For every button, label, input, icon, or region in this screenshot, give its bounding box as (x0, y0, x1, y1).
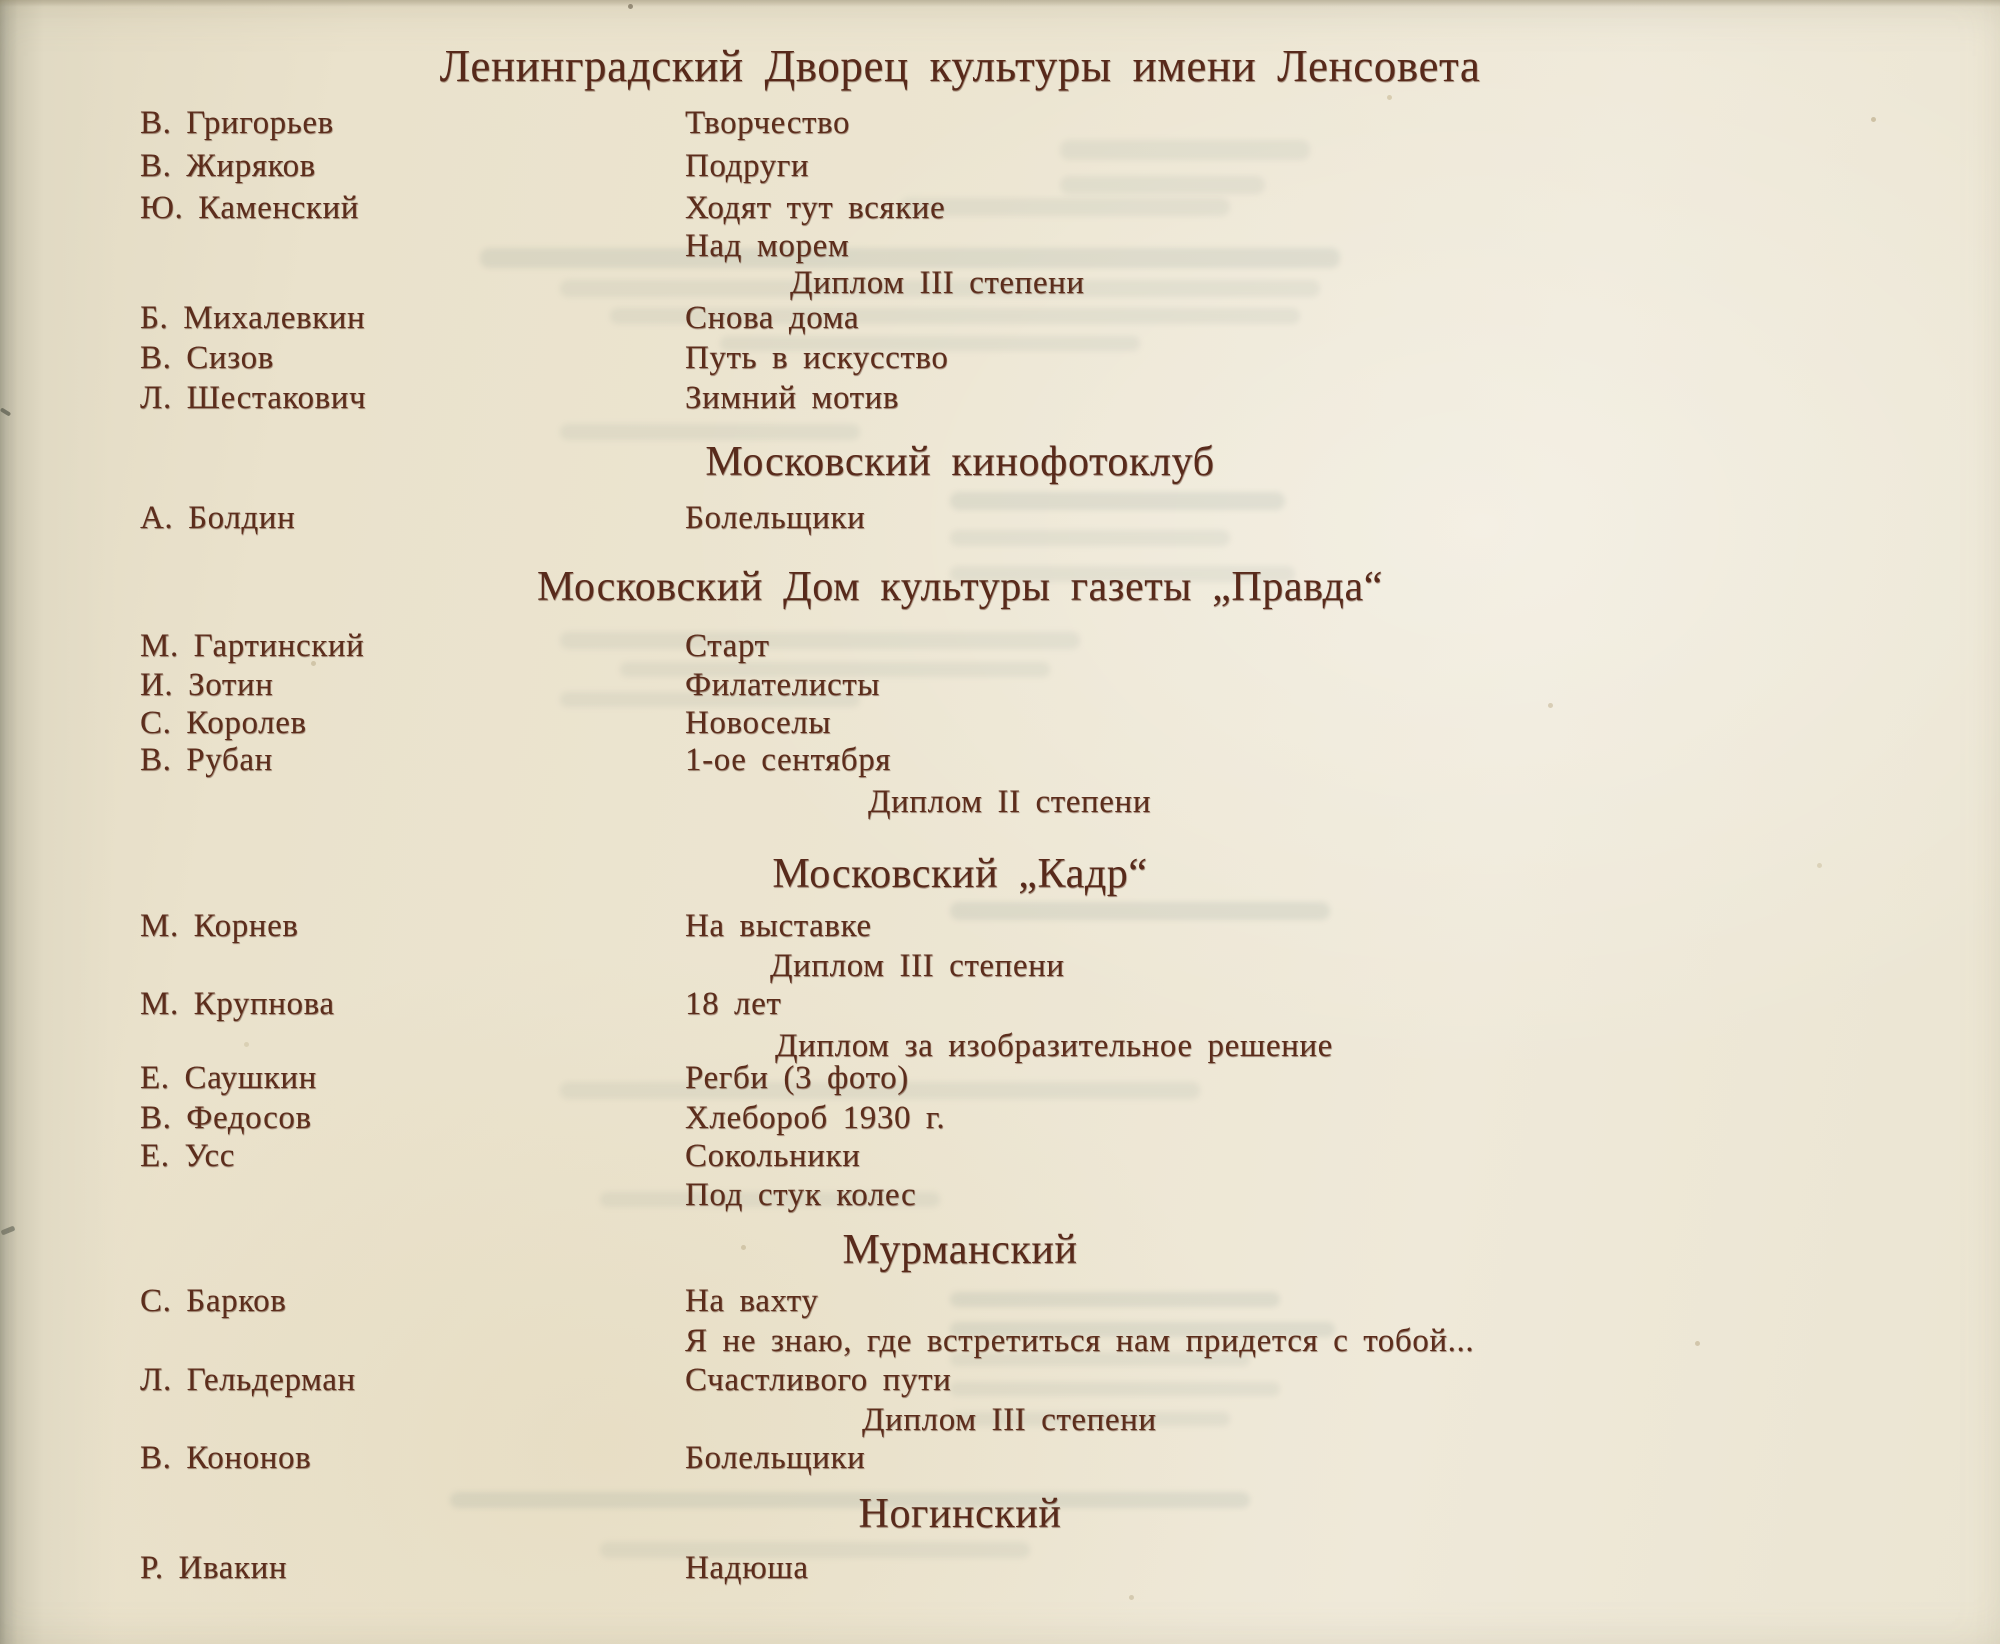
section-header: Московский Дом культуры газеты „Правда“ (537, 564, 1383, 610)
work-title: Я не знаю, где встретиться нам придется с тобой... (685, 1323, 1475, 1359)
work-title: Филателисты (685, 667, 881, 703)
catalog-entry (0, 705, 2000, 747)
work-title: Подруги (685, 148, 810, 184)
work-title: Над морем (685, 228, 850, 264)
catalog-entry (0, 1550, 2000, 1592)
section-header: Московский „Кадр“ (772, 851, 1148, 897)
catalog-entry (0, 340, 2000, 382)
author-name: В. Сизов (140, 340, 274, 376)
work-title: 18 лет (685, 986, 782, 1022)
catalog-entry (0, 1283, 2000, 1325)
catalog-entry (0, 628, 2000, 670)
catalog-entry (0, 105, 2000, 147)
catalog-entry (0, 742, 2000, 784)
author-name: В. Федосов (140, 1100, 312, 1136)
work-title: Старт (685, 628, 770, 664)
page-top-edge (0, 0, 2000, 7)
author-name: М. Крупнова (140, 986, 335, 1022)
award-line: Диплом за изобразительное решение (775, 1028, 1333, 1064)
author-name: М. Корнев (140, 908, 299, 944)
section-header: Мурманский (842, 1227, 1078, 1273)
work-title: Надюша (685, 1550, 809, 1586)
work-title: Зимний мотив (685, 380, 900, 416)
catalog-entry (0, 500, 2000, 542)
work-title: Регби (3 фото) (685, 1060, 909, 1096)
section-header: Московский кинофотоклуб (705, 439, 1215, 485)
work-title: Болельщики (685, 500, 866, 536)
author-name: Р. Ивакин (140, 1550, 288, 1586)
author-name: Б. Михалевкин (140, 300, 366, 336)
award-line: Диплом II степени (868, 784, 1152, 820)
work-title: На выставке (685, 908, 872, 944)
author-name: С. Барков (140, 1283, 287, 1319)
catalog-entry (0, 380, 2000, 422)
catalog-entry (0, 1100, 2000, 1142)
award-line: Диплом III степени (790, 265, 1085, 301)
award-line: Диплом III степени (862, 1402, 1157, 1438)
catalog-entry (0, 1323, 2000, 1365)
author-name: Л. Шестакович (140, 380, 367, 416)
catalog-entry (0, 1060, 2000, 1102)
work-title: На вахту (685, 1283, 819, 1319)
author-name: Ю. Каменский (140, 190, 360, 226)
page-title: Ленинградский Дворец культуры имени Ленсовета (439, 41, 1481, 91)
section-header: Ногинский (858, 1491, 1062, 1537)
author-name: В. Григорьев (140, 105, 334, 141)
author-name: С. Королев (140, 705, 307, 741)
catalog-entry (0, 148, 2000, 190)
work-title: Сокольники (685, 1138, 861, 1174)
catalog-entry (0, 228, 2000, 270)
catalog-entry (0, 1440, 2000, 1482)
author-name: Л. Гельдерман (140, 1362, 356, 1398)
work-title: Путь в искусство (685, 340, 949, 376)
catalog-entry (0, 1138, 2000, 1180)
catalog-entry (0, 190, 2000, 232)
work-title: Болельщики (685, 1440, 866, 1476)
author-name: В. Рубан (140, 742, 273, 778)
work-title: Новоселы (685, 705, 832, 741)
work-title: Творчество (685, 105, 851, 141)
work-title: Под стук колес (685, 1177, 917, 1213)
catalog-entry (0, 908, 2000, 950)
author-name: И. Зотин (140, 667, 274, 703)
work-title: Ходят тут всякие (685, 190, 946, 226)
author-name: Е. Усс (140, 1138, 235, 1174)
author-name: В. Кононов (140, 1440, 312, 1476)
author-name: Е. Саушкин (140, 1060, 317, 1096)
work-title: Хлебороб 1930 г. (685, 1100, 946, 1136)
catalog-entry (0, 986, 2000, 1028)
catalog-entry (0, 1177, 2000, 1219)
work-title: 1-ое сентября (685, 742, 892, 778)
catalog-entry (0, 300, 2000, 342)
award-line: Диплом III степени (770, 948, 1065, 984)
catalog-entry (0, 667, 2000, 709)
author-name: В. Жиряков (140, 148, 316, 184)
work-title: Счастливого пути (685, 1362, 952, 1398)
author-name: А. Болдин (140, 500, 296, 536)
catalog-entry (0, 1362, 2000, 1404)
author-name: М. Гартинский (140, 628, 365, 664)
work-title: Снова дома (685, 300, 860, 336)
